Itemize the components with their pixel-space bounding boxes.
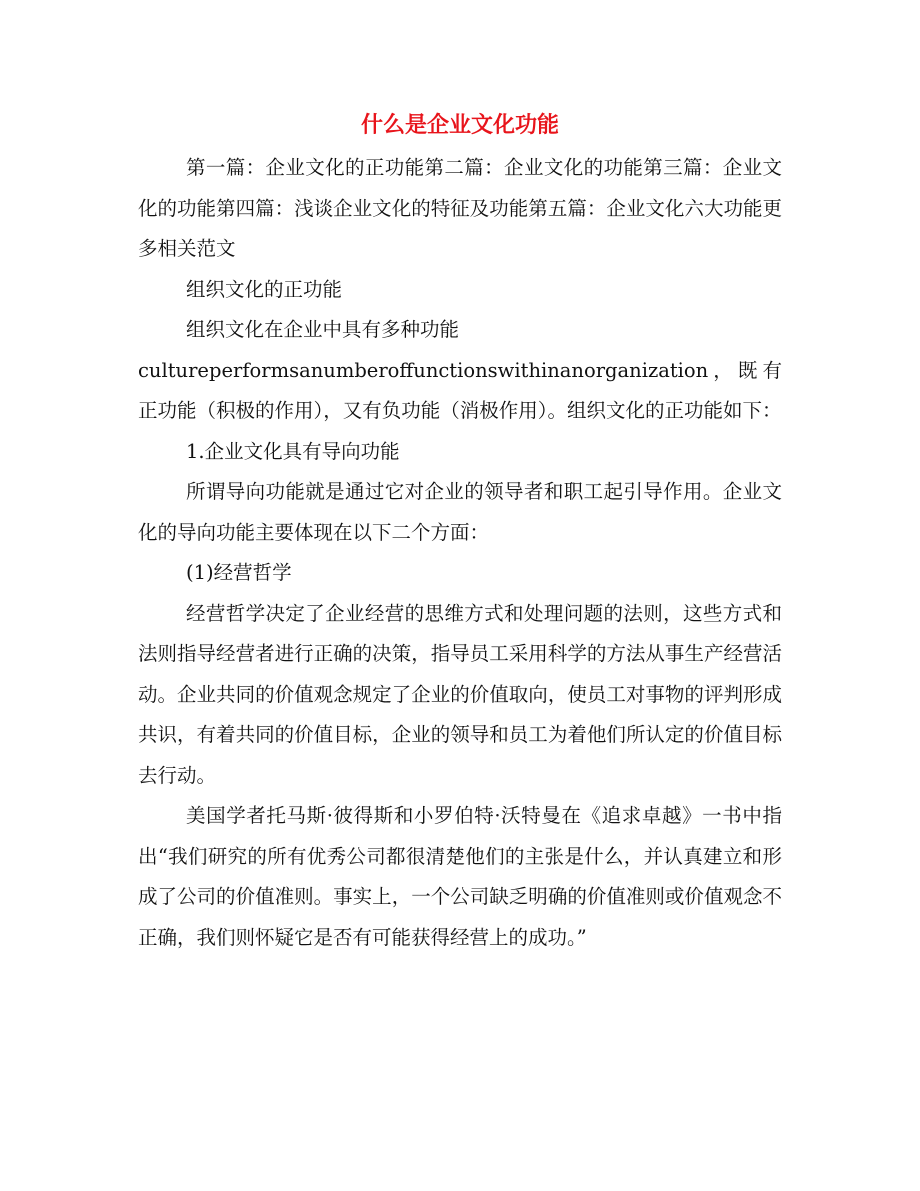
paragraph-guidance-definition: 所谓导向功能就是通过它对企业的领导者和职工起引导作用。企业文化的导向功能主要体现在以下二个方面： [138, 480, 782, 544]
paragraph-in-search-of-excellence: 美国学者托马斯·彼得斯和小罗伯特·沃特曼在《追求卓越》一书中指出“我们研究的所有优秀公司都很清楚他们的主张是什么，并认真建立和形成了公司的价值准则。事实上，一个公司缺乏明确的价值准则或价值观念不正确，我们则怀疑它是否有可能获得经营上的成功。” [138, 804, 782, 949]
paragraph-heading-business-philosophy: (1)经营哲学 [186, 561, 292, 584]
paragraph-culture-performs: cultureperformsanumberoffunctionswithinanorganization，既有正功能（积极的作用），又有负功能（消极作用）。组织文化的正功能如下： [138, 358, 782, 422]
paragraph-article-index: 第一篇：企业文化的正功能第二篇：企业文化的功能第三篇：企业文化的功能第四篇：浅谈企业文化的特征及功能第五篇：企业文化六大功能更多相关范文 [138, 156, 782, 260]
paragraph-heading-positive-function: 组织文化的正功能 [186, 277, 343, 301]
paragraph-heading-guidance: 1.企业文化具有导向功能 [186, 439, 400, 463]
paragraph-multiple-functions: 组织文化在企业中具有多种功能 [186, 318, 460, 341]
document-title: 什么是企业文化功能 [360, 112, 559, 138]
document-body [138, 148, 782, 958]
paragraph-business-philosophy: 经营哲学决定了企业经营的思维方式和处理问题的法则，这些方式和法则指导经营者进行正确的决策，指导员工采用科学的方法从事生产经营活动。企业共同的价值观念规定了企业的价值取向，使员工对事物的评判形成共识，有着共同的价值目标，企业的领导和员工为着他们所认定的价值目标去行动。 [138, 601, 782, 787]
